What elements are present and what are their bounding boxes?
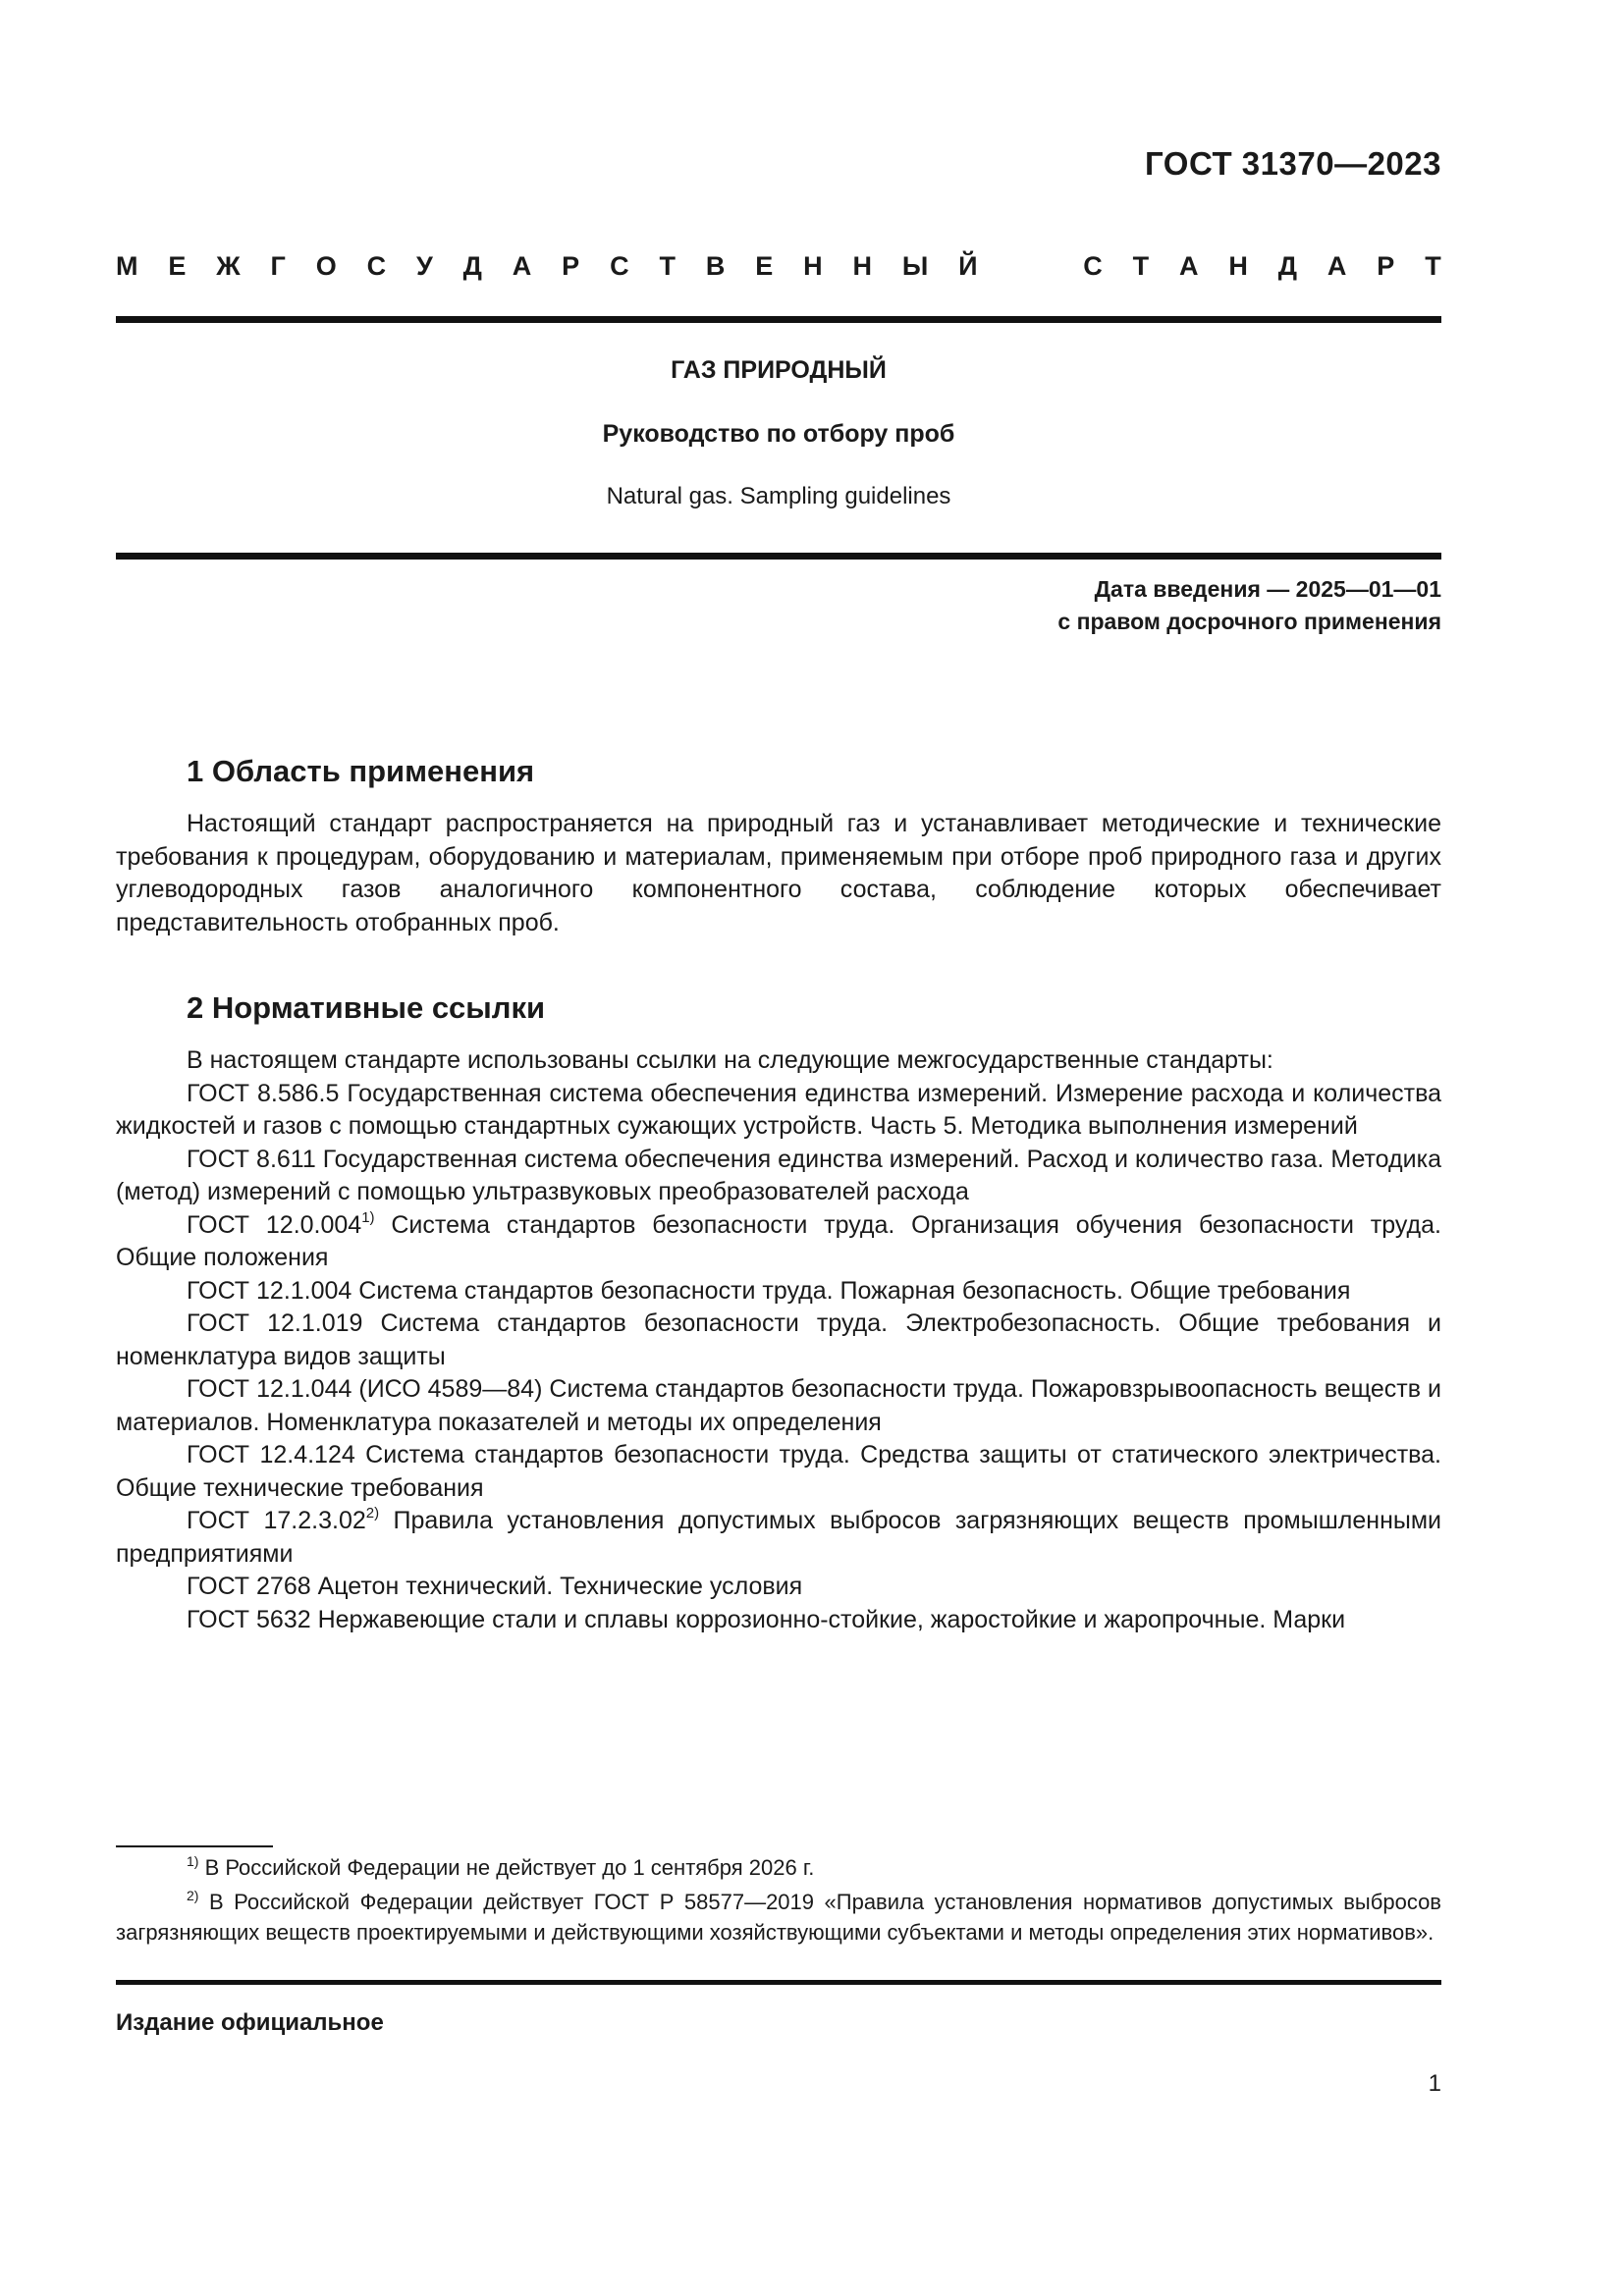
scope-paragraph: Настоящий стандарт распространяется на природный газ и устанавливает методические и технические требования к процедурам, оборудованию и материалам, применяемым при отборе проб природного газа и других углеводородных газов аналогичного компонентного состава, соблюдение которых обеспечивает представительность отобранных проб. (116, 810, 1441, 936)
page-number: 1 (1428, 2070, 1441, 2097)
banner-letter: О (315, 251, 337, 281)
banner-letter: Р (1377, 251, 1395, 281)
banner-letter: М (116, 251, 138, 281)
footnotes (116, 1852, 1441, 1951)
footnote-divider (116, 1845, 273, 1847)
header-divider (116, 316, 1441, 323)
footnote-number: 2) (187, 1888, 199, 1903)
reference-item: ГОСТ 8.586.5 Государственная система обеспечения единства измерений. Измерение расхода и количества жидкостей и газов с помощью стандартных сужающих устройств. Часть 5. Методика выполнения измерений (116, 1079, 1442, 1140)
footnote-marker: 2) (365, 1505, 380, 1522)
banner-letter: Р (562, 251, 580, 281)
footnote: $^{2)}$ В Российской Федерации действует ГОСТ Р 58577—2019 «Правила установления нормативов допустимых выбросов загрязняющих веществ проектируемыми и действующими хозяйствующими субъектами и методы определения этих нормативов». (116, 1888, 1441, 1945)
banner-letter: Ж (216, 251, 241, 281)
banner-letter: У (416, 251, 433, 281)
banner-letter: С (610, 251, 629, 281)
official-edition-label: Издание официальное (116, 2009, 384, 2036)
reference-item: ГОСТ 17.2.3.02$^{2)}$ Правила установления допустимых выбросов загрязняющих веществ промышленными предприятиями (116, 1505, 1441, 1568)
banner-letter: А (1179, 251, 1199, 281)
reference-item: ГОСТ 12.4.124 Система стандартов безопасности труда. Средства защиты от статического электричества. Общие технические требования (116, 1441, 1441, 1502)
title-divider (116, 553, 1441, 560)
banner-letter: Н (1228, 251, 1248, 281)
introduction-date-line: Дата введения — 2025—01—01 (1094, 576, 1441, 602)
reference-item: ГОСТ 12.1.004 Система стандартов безопасности труда. Пожарная безопасность. Общие требования (187, 1276, 1351, 1305)
banner-letter: Г (270, 251, 286, 281)
reference-item: ГОСТ 2768 Ацетон технический. Технические условия (187, 1573, 803, 1600)
footer-divider (116, 1980, 1441, 1985)
banner-letter: Н (803, 251, 823, 281)
banner-letter: Т (1132, 251, 1150, 281)
banner-letter: А (1326, 251, 1347, 281)
interstate-standard-banner (116, 251, 1441, 282)
reference-item: ГОСТ 12.0.004$^{1)}$ Система стандартов безопасности труда. Организация обучения безопасности труда. Общие положения (116, 1208, 1441, 1271)
reference-item: ГОСТ 12.1.019 Система стандартов безопасности труда. Электробезопасность. Общие требования и номенклатура видов защиты (116, 1309, 1441, 1370)
footnote-marker: 1) (361, 1208, 375, 1226)
footnote-number: 1) (187, 1853, 199, 1869)
banner-letter: Й (958, 251, 978, 281)
document-title: ГАЗ ПРИРОДНЫЙ (671, 356, 887, 384)
english-title: Natural gas. Sampling guidelines (606, 483, 951, 509)
banner-letter: Е (755, 251, 774, 281)
banner-letter: С (1083, 251, 1103, 281)
gost-number: ГОСТ 31370—2023 (1145, 145, 1441, 182)
banner-letter: Д (1277, 251, 1298, 281)
banner-letter: В (705, 251, 726, 281)
introduction-date (1057, 573, 1441, 638)
section-1-body (116, 808, 1441, 939)
banner-letter: Н (852, 251, 872, 281)
reference-item: ГОСТ 5632 Нержавеющие стали и сплавы коррозионно-стойкие, жаростойкие и жаропрочные. Марки (187, 1605, 1346, 1633)
banner-letter: Д (462, 251, 482, 281)
document-subtitle: Руководство по отбору проб (602, 420, 955, 448)
banner-letter: А (512, 251, 532, 281)
reference-item: ГОСТ 8.611 Государственная система обеспечения единства измерений. Расход и количество газа. Методика (метод) измерений с помощью ультразвуковых преобразователей расхода (116, 1145, 1441, 1205)
section-1-heading: 1 Область применения (187, 754, 535, 788)
banner-letter: Е (168, 251, 187, 281)
banner-letter: Ы (901, 251, 929, 281)
banner-letter: С (366, 251, 387, 281)
banner-letter: Т (659, 251, 676, 281)
early-application-note: с правом досрочного применения (1057, 609, 1441, 634)
banner-word-gap (1007, 251, 1053, 282)
section-2-heading: 2 Нормативные ссылки (187, 990, 546, 1025)
reference-item: ГОСТ 12.1.044 (ИСО 4589—84) Система стандартов безопасности труда. Пожаровзрывоопасность веществ и материалов. Номенклатура показателей и методы их определения (116, 1375, 1441, 1436)
banner-letter: Т (1425, 251, 1441, 281)
section-2-body (116, 1044, 1441, 1636)
footnote: $^{1)}$ В Российской Федерации не действует до 1 сентября 2026 г. (187, 1853, 815, 1880)
references-intro: В настоящем стандарте использованы ссылки на следующие межгосударственные стандарты: (187, 1046, 1273, 1074)
